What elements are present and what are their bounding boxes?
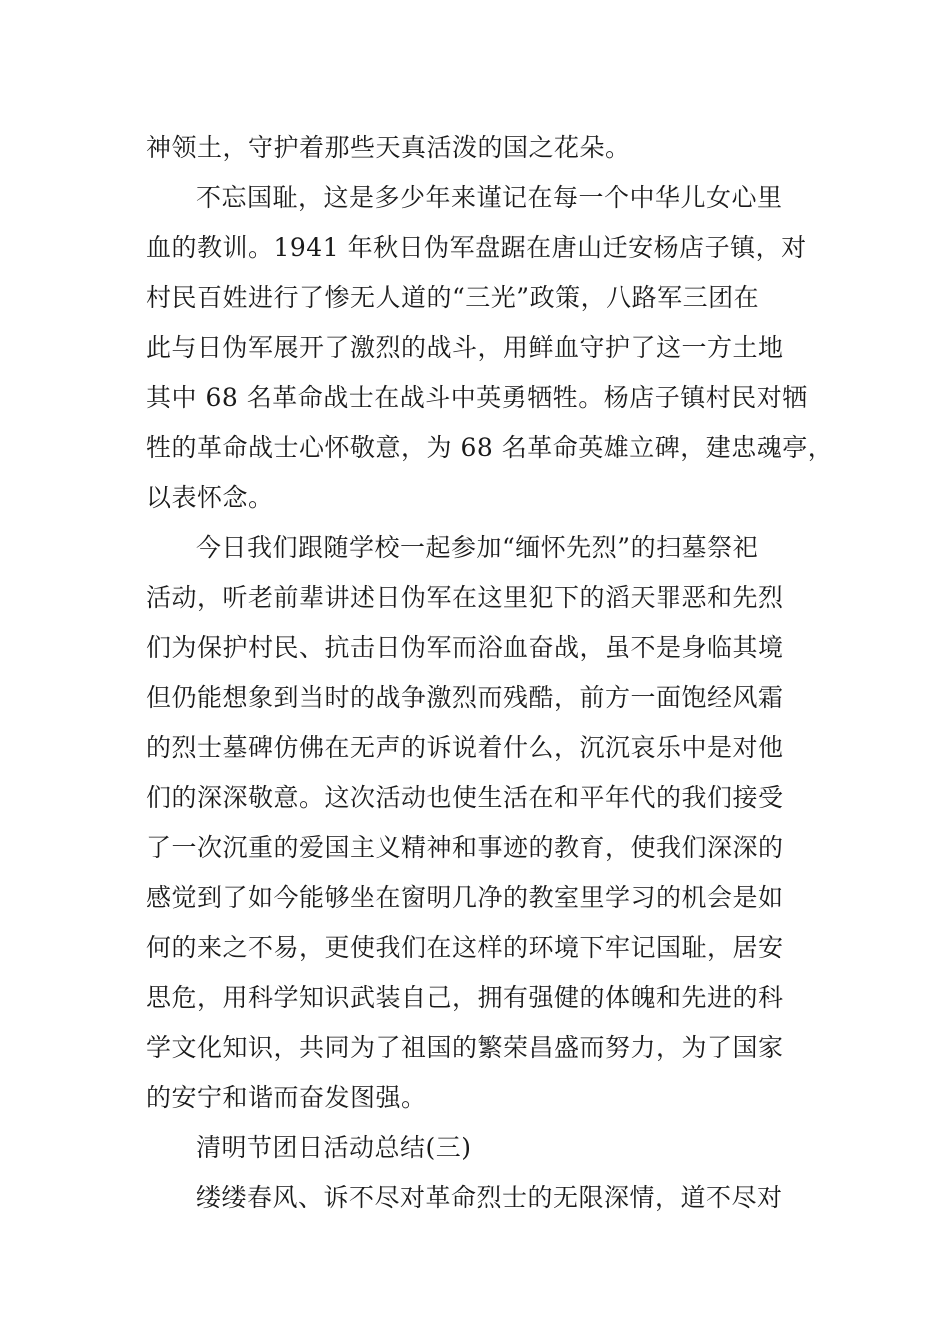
text-line: 了一次沉重的爱国主义精神和事迹的教育，使我们深深的: [146, 833, 784, 862]
paragraph-start: 缕缕春风、诉不尽对革命烈士的无限深情，道不尽对: [196, 1183, 783, 1212]
text-line: 何的来之不易，更使我们在这样的环境下牢记国耻，居安: [146, 933, 784, 962]
text-line: 感觉到了如今能够坐在窗明几净的教室里学习的机会是如: [146, 883, 784, 912]
text-line: 思危，用科学知识武装自己，拥有强健的体魄和先进的科: [146, 983, 784, 1012]
text-line: 但仍能想象到当时的战争激烈而残酷，前方一面饱经风霜: [146, 683, 784, 712]
text-line: 活动，听老前辈讲述日伪军在这里犯下的滔天罪恶和先烈: [146, 583, 784, 612]
text-line: 的安宁和谐而奋发图强。: [146, 1083, 427, 1112]
text-line: 们为保护村民、抗击日伪军而浴血奋战，虽不是身临其境: [146, 633, 784, 662]
text-line: 的烈士墓碑仿佛在无声的诉说着什么，沉沉哀乐中是对他: [146, 733, 784, 762]
text-line: 血的教训。1941 年秋日伪军盘踞在唐山迁安杨店子镇，对: [146, 233, 807, 262]
text-line: 此与日伪军展开了激烈的战斗，用鲜血守护了这一方土地: [146, 333, 784, 362]
paragraph-start: 今日我们跟随学校一起参加“缅怀先烈”的扫墓祭祀: [196, 533, 759, 562]
section-heading: 清明节团日活动总结(三): [196, 1133, 472, 1162]
text-line: 其中 68 名革命战士在战斗中英勇牺牲。杨店子镇村民对牺: [146, 383, 808, 412]
paragraph-start: 不忘国耻，这是多少年来谨记在每一个中华儿女心里: [196, 183, 783, 212]
text-line: 神领土，守护着那些天真活泼的国之花朵。: [146, 133, 631, 162]
text-line: 以表怀念。: [146, 483, 274, 512]
text-line: 牲的革命战士心怀敬意，为 68 名革命英雄立碑，建忠魂亭，: [146, 433, 834, 462]
text-line: 们的深深敬意。这次活动也使生活在和平年代的我们接受: [146, 783, 784, 812]
text-line: 村民百姓进行了惨无人道的“三光”政策，八路军三团在: [146, 283, 760, 312]
text-line: 学文化知识，共同为了祖国的繁荣昌盛而努力，为了国家: [146, 1033, 784, 1062]
